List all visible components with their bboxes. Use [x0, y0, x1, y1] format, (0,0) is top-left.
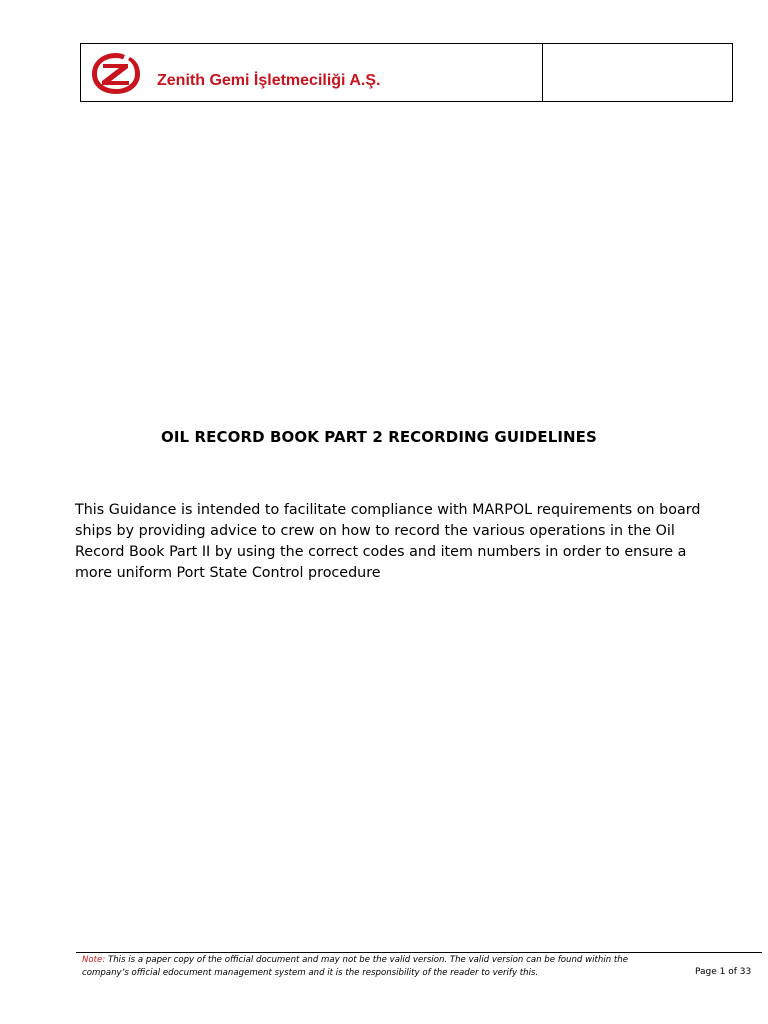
- zenith-z-logo-icon: [90, 50, 142, 96]
- intro-paragraph: This Guidance is intended to facilitate compliance with MARPOL requirements on board ships by providing advice to crew on how to record the various operations in the Oil Record Book Part II by using the correct codes and item numbers in order to ensure a more uniform Port State Control procedure: [75, 502, 701, 581]
- company-name: Zenith Gemi İşletmeciliği A.Ş.: [157, 72, 381, 89]
- footer-note: [82, 954, 662, 979]
- header-table: [80, 43, 733, 102]
- footer-note-label: Note:: [82, 955, 106, 965]
- header-empty-cell: [543, 44, 732, 101]
- footer-note-text: This is a paper copy of the official document and may not be the valid version. The valid version can be found within the company’s official edocument management system and it is the responsibility of the reader to verify this.: [82, 955, 629, 978]
- footer-divider: [76, 952, 762, 953]
- page-number: Page 1 of 33: [695, 967, 752, 977]
- header-logo-cell: [81, 44, 543, 101]
- document-title: OIL RECORD BOOK PART 2 RECORDING GUIDELINES: [161, 428, 597, 446]
